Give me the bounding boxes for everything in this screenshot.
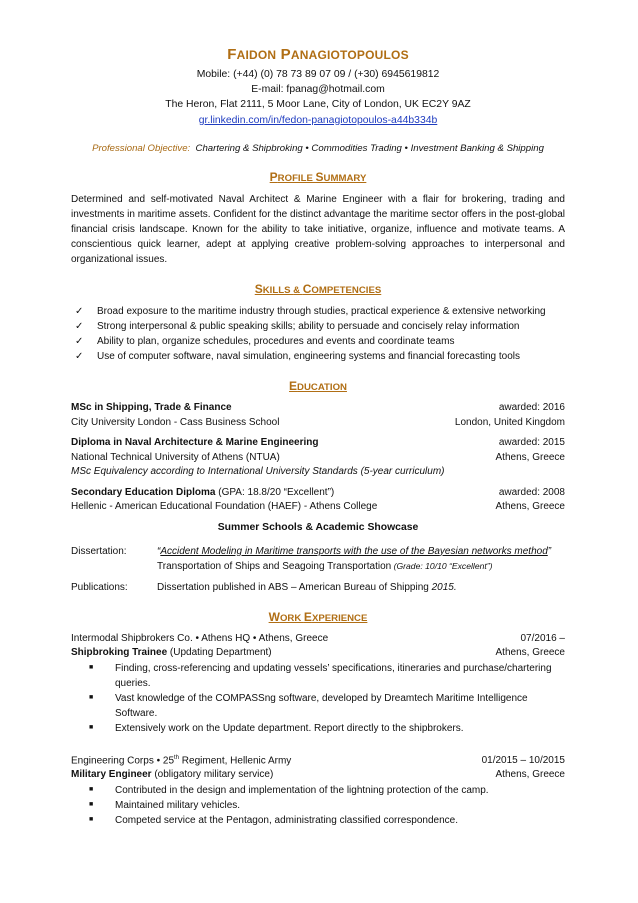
dissertation-grade: (Grade: 10/10 “Excellent”) [391,560,493,571]
mobile-line: Mobile: (+44) (0) 78 73 89 07 09 / (+30) 6945619812 [196,69,440,81]
school-name: City University London - Cass Business School [71,416,280,428]
publications-label: Publications: [71,581,128,593]
duty-item: ■ Extensively work on the Update department. Report directly to the shipbrokers. [89,722,464,734]
skill-item: ✓ Strong interpersonal & public speaking skills; ability to persuade and concisely relay information [75,321,520,333]
employer: Engineering Corps • 25th Regiment, Hellenic Army [71,754,292,766]
contact-block [71,67,565,127]
checkmark-icon: ✓ [75,336,84,348]
school-location: Athens, Greece [495,501,565,513]
job-title: Shipbroking Trainee [71,647,168,659]
duty-item: ■ Vast knowledge of the COMPASSng software, developed by Dreamtech Maritime Intelligence Software. [89,692,528,719]
award-date: awarded: 2008 [498,486,565,498]
degree-title: Secondary Education Diploma [71,486,216,498]
degree-title: Diploma in Naval Architecture & Marine Engineering [71,437,319,449]
school-name: National Technical University of Athens (NTUA) [71,451,280,463]
work-experience-heading: WORK EXPERIENCE [268,609,368,624]
duty-item: ■ Finding, cross-referencing and updating vessels’ specifications, itineraries and purchase/chartering queries. [89,662,552,689]
dissertation-course: Transportation of Ships and Seagoing Transportation [157,560,392,572]
skills-heading: SKILLS & COMPETENCIES [254,282,382,297]
square-bullet-icon: ■ [89,723,94,731]
job-duties [71,661,565,736]
profile-summary-heading: PROFILE SUMMARY [269,170,367,185]
square-bullet-icon: ■ [89,815,94,823]
education-item [71,486,565,515]
job-dates: 07/2016 – [520,632,565,644]
degree-title: MSc in Shipping, Trade & Finance [71,402,232,414]
job-location: Athens, Greece [495,769,565,781]
showcase-heading: Summer Schools & Academic Showcase [217,521,419,533]
skill-item: ✓ Ability to plan, organize schedules, procedures and events and coordinate teams [75,336,455,348]
skills-list [71,304,565,364]
skill-item: ✓ Use of computer software, naval simulation, engineering systems and financial forecasting tools [75,351,520,363]
objective-text: Chartering & Shipbroking • Commodities Trading • Investment Banking & Shipping [195,142,544,154]
profile-summary-text: Determined and self-motivated Naval Architect & Marine Engineer with a flair for brokering, trading and investments in maritime assets. Confident for the distinct advantage the maritime sector offers in the post-global financial crisis landscape. Known for the ability to take initiative, organize, influence and motivate teams. A conscientious quick learner, adept at applying creative problem-solving approaches to interpersonal and organizational issues. [71,194,565,266]
job-location: Athens, Greece [495,647,565,659]
dissertation-label: Dissertation: [71,545,127,557]
school-name: Hellenic - American Educational Foundation (HAEF) - Athens College [71,501,378,513]
publications-row [71,580,565,595]
square-bullet-icon: ■ [89,663,94,671]
degree-note: MSc Equivalency according to International University Standards (5-year curriculum) [71,466,445,478]
checkmark-icon: ✓ [75,351,84,363]
job-entry: Engineering Corps • 25th Regiment, Hellenic Army 01/2015 – 10/2015 Military Engineer (obligatory military service) Athens, Greece ■ Contributed in the design and implementation of the lightning protection of the camp. ■ Maintained military vehicles. ■ Competed service at the Pentagon, administrating classified correspondence. [71,754,565,826]
education-item [71,436,565,480]
education-item [71,401,565,430]
email-line: E-mail: fpanag@hotmail.com [251,84,385,96]
objective-label: Professional Objective: [92,142,191,154]
duty-item: ■ Maintained military vehicles. [89,799,241,811]
publications-text: Dissertation published in ABS – American Bureau of Shipping [157,581,432,593]
dissertation-row: Dissertation: “Accident Modeling in Maritime transports with the use of the Bayesian networks method” Transportation of Ships and Seagoing Transportation (Grade: 10/10 “Excellent”) [71,545,552,572]
skill-item: ✓ Broad exposure to the maritime industry through studies, practical experience & extensive networking [75,306,546,318]
award-date: awarded: 2016 [498,402,565,414]
checkmark-icon: ✓ [75,306,84,318]
job-dates: 01/2015 – 10/2015 [481,754,565,766]
professional-objective [71,142,565,156]
square-bullet-icon: ■ [89,785,94,793]
job-title: Military Engineer [71,769,152,781]
checkmark-icon: ✓ [75,321,84,333]
linkedin-link[interactable]: gr.linkedin.com/in/fedon-panagiotopoulos-a44b334b [198,114,438,126]
resume-page [71,0,565,846]
school-location: London, United Kingdom [454,416,565,428]
square-bullet-icon: ■ [89,693,94,701]
job-duties [71,783,565,828]
square-bullet-icon: ■ [89,800,94,808]
school-location: Athens, Greece [495,451,565,463]
duty-item: ■ Contributed in the design and implementation of the lightning protection of the camp. [89,784,489,796]
dissertation-title: Accident Modeling in Maritime transports with the use of the Bayesian networks method [160,545,548,557]
job-entry: Intermodal Shipbrokers Co. • Athens HQ • Athens, Greece 07/2016 – Shipbroking Trainee (Updating Department) Athens, Greece ■ Finding, cross-referencing and updating vessels’ specifications, itineraries and purchase/chartering queries. ■ Vast knowledge of the COMPASSng software, developed by Dreamtech Maritime Intelligence Software. ■ Extensively work on the Update department. Report directly to the shipbrokers. [71,632,565,734]
publications-year: 2015. [431,581,457,593]
award-date: awarded: 2015 [498,437,565,449]
address-line: The Heron, Flat 2111, 5 Moor Lane, City of London, UK EC2Y 9AZ [165,99,471,111]
employer: Intermodal Shipbrokers Co. • Athens HQ • Athens, Greece [71,632,329,644]
education-heading: EDUCATION [289,379,347,394]
duty-item: ■ Competed service at the Pentagon, administrating classified correspondence. [89,814,458,826]
degree-gpa: (GPA: 18.8/20 “Excellent”) [215,486,335,498]
candidate-name: FAIDON PANAGIOTOPOULOS [227,46,409,63]
